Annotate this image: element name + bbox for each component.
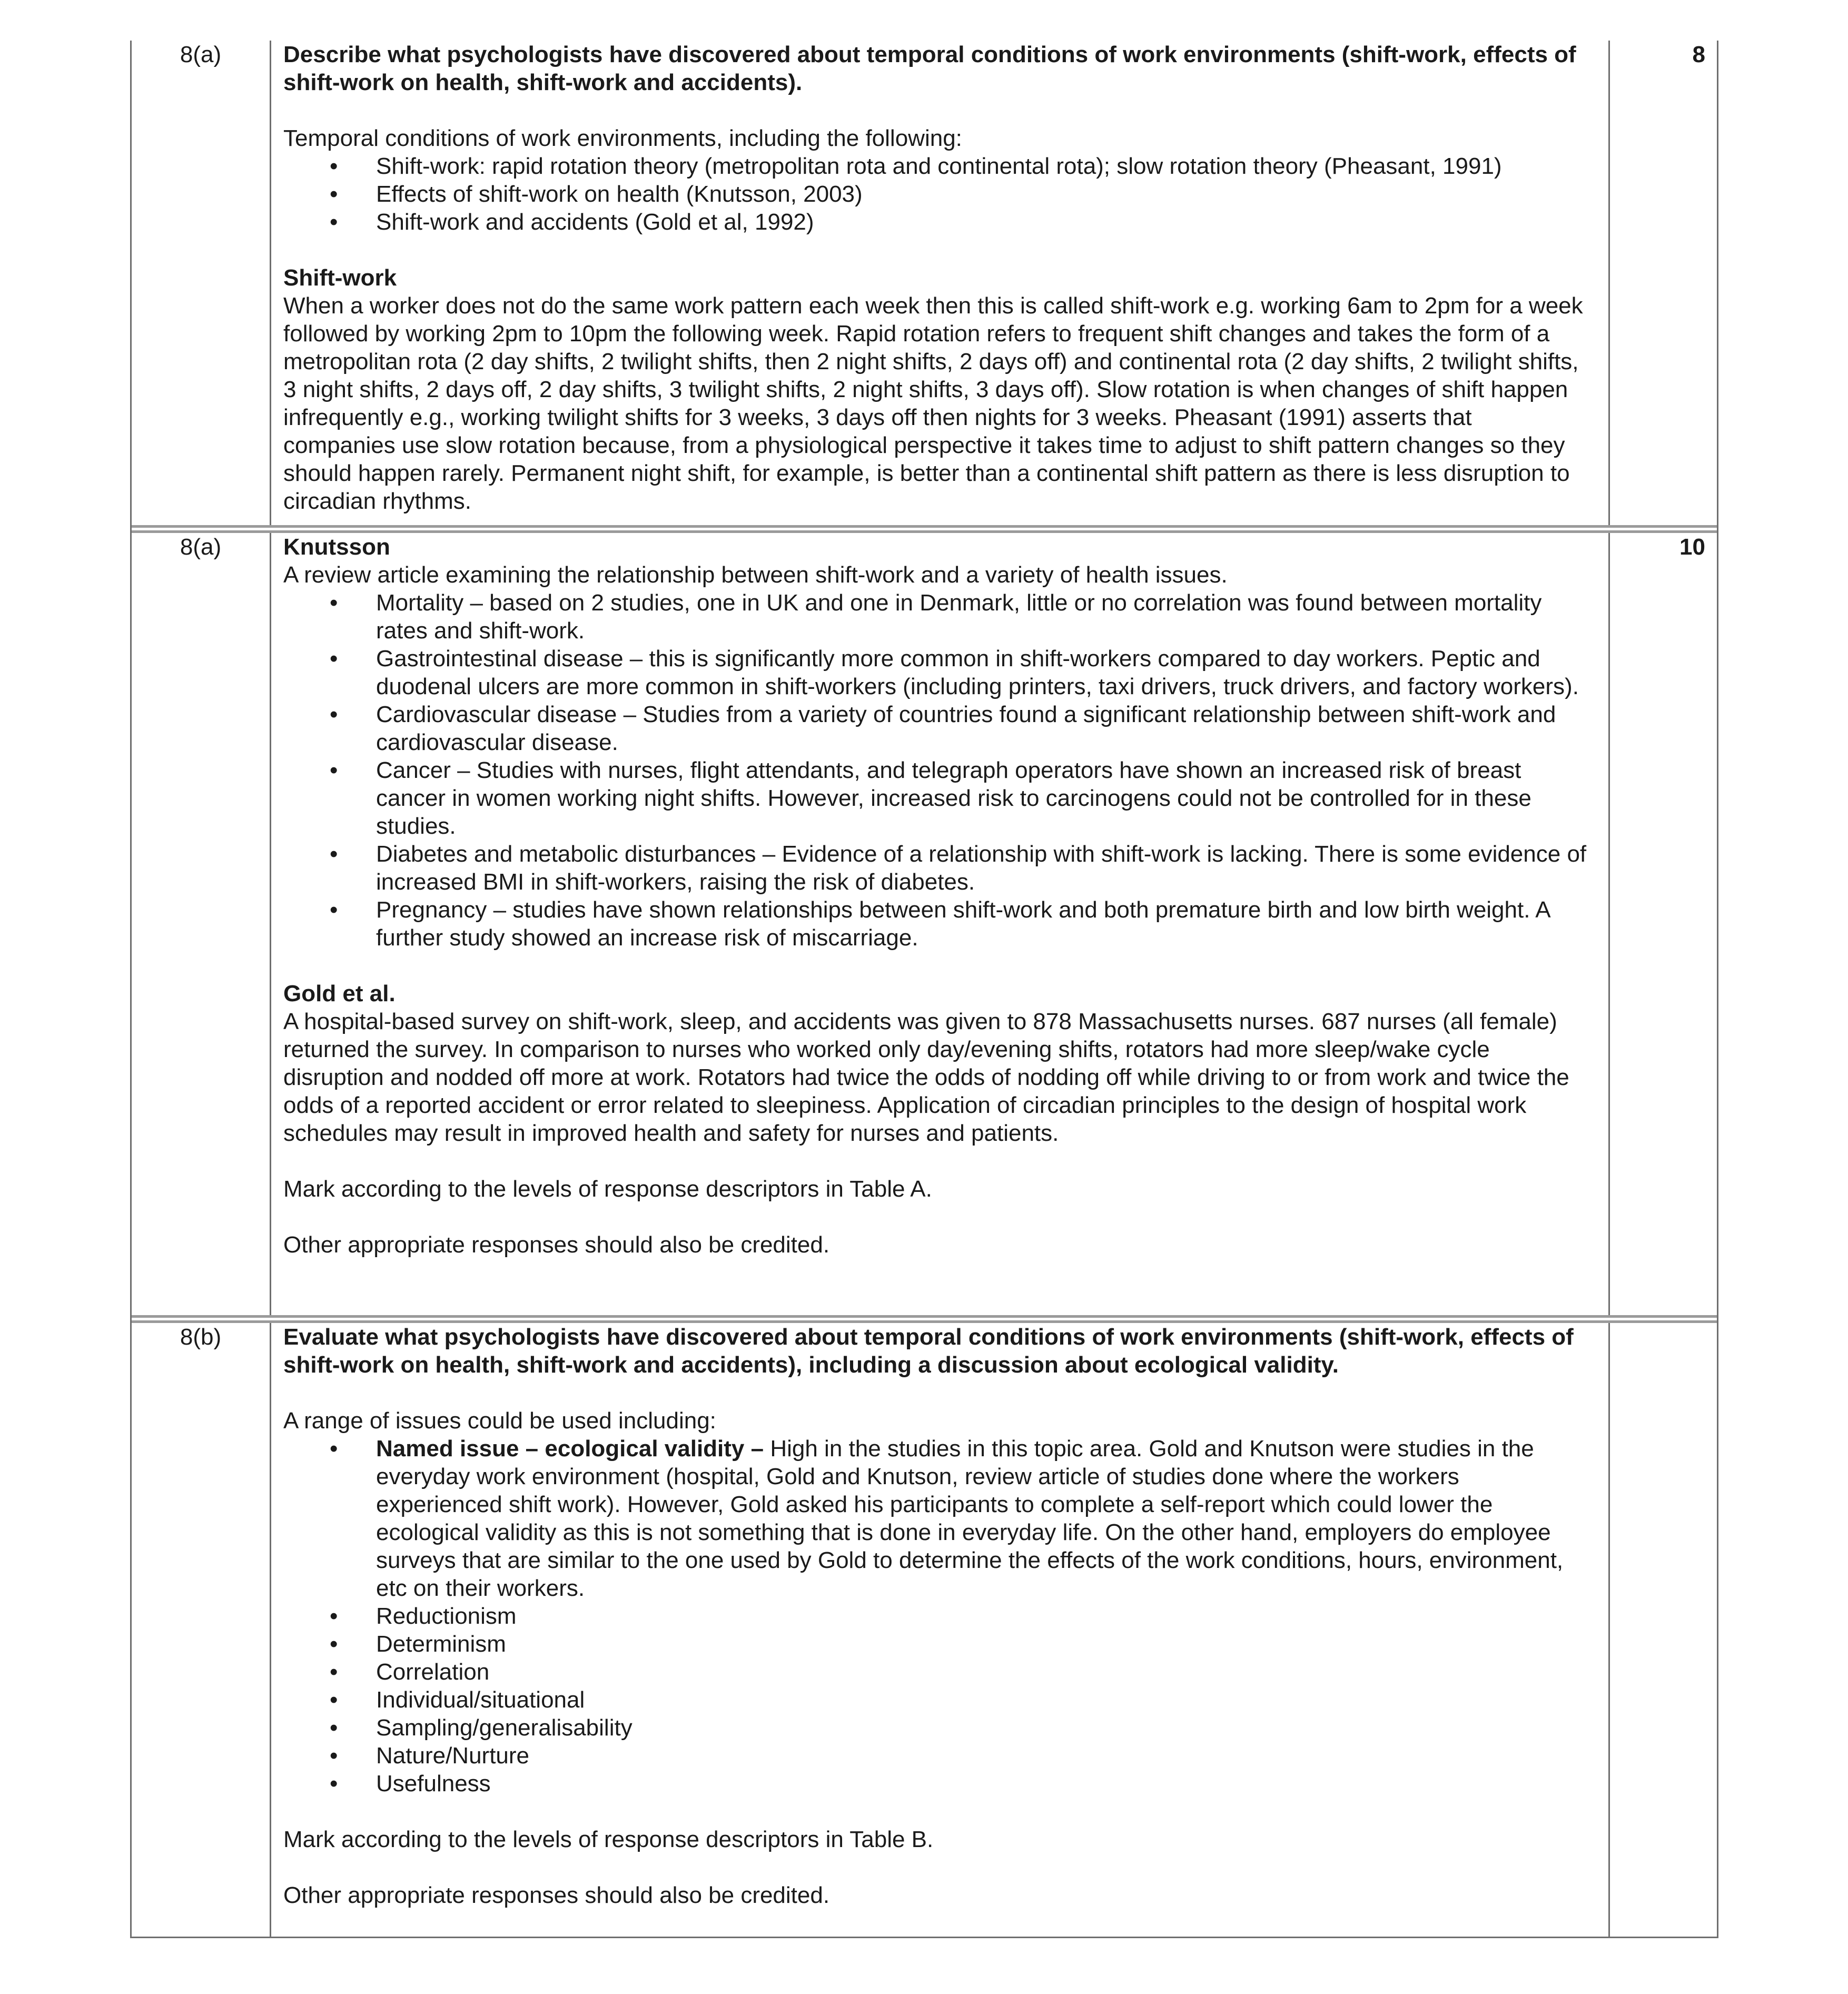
- section-title: Shift-work: [283, 265, 397, 291]
- credit-note: Other appropriate responses should also be credited.: [283, 1882, 830, 1908]
- answer-cell: [271, 41, 1608, 525]
- list-item: • Mortality – based on 2 studies, one in UK and one in Denmark, little or no correlation was found between mortality rates and shift-work.: [283, 589, 1588, 645]
- list-item: • Nature/Nurture: [283, 1742, 1588, 1770]
- list-item: • Usefulness: [283, 1770, 1588, 1798]
- list-item: • Determinism: [283, 1630, 1588, 1658]
- answer-cell: [271, 533, 1608, 1315]
- list-item: • Sampling/generalisability: [283, 1714, 1588, 1742]
- question-number: 8(b): [132, 1323, 271, 1937]
- table-row: [132, 41, 1717, 525]
- named-issue-label: Named issue – ecological validity –: [376, 1436, 764, 1462]
- answer-cell: [271, 1323, 1608, 1937]
- bullet-list: [283, 589, 1588, 952]
- list-item: • Reductionism: [283, 1602, 1588, 1630]
- list-item: • Pregnancy – studies have shown relationships between shift-work and both premature birth and low birth weight. A further study showed an increase risk of miscarriage.: [283, 896, 1588, 952]
- bullet-list: [283, 152, 1588, 236]
- mark-note: Mark according to the levels of response descriptors in Table B.: [283, 1827, 934, 1852]
- intro-text: Temporal conditions of work environments, including the following:: [283, 125, 962, 151]
- section-title: Knutsson: [283, 534, 390, 560]
- section-text: A hospital-based survey on shift-work, sleep, and accidents was given to 878 Massachusetts nurses. 687 nurses (all female) returned the survey. In comparison to nurses who worked only day/evening shifts, rotators had more sleep/wake cycle disruption and nodded off more at work. Rotators had twice the odds of nodding off while driving to or from work and twice the odds of a reported accident or error related to sleepiness. Application of circadian principles to the design of hospital work schedules may result in improved health and safety for nurses and patients.: [283, 1009, 1569, 1146]
- marks-cell: [1608, 1323, 1717, 1937]
- list-item: • Effects of shift-work on health (Knutsson, 2003): [283, 180, 1588, 208]
- section-title: Gold et al.: [283, 981, 396, 1006]
- section-text: When a worker does not do the same work pattern each week then this is called shift-work e.g. working 6am to 2pm for a week followed by working 2pm to 10pm the following week. Rapid rotation refers to frequent shift changes and takes the form of a metropolitan rota (2 day shifts, 2 twilight shifts, then 2 night shifts, 2 days off) and continental rota (2 day shifts, 2 twilight shifts, 3 night shifts, 2 days off, 2 day shifts, 3 twilight shifts, 2 night shifts, 3 days off). Slow rotation is when changes of shift happen infrequently e.g., working twilight shifts for 3 weeks, 3 days off then nights for 3 weeks. Pheasant (1991) asserts that companies use slow rotation because, from a physiological perspective it takes time to adjust to shift pattern changes so they should happen rarely. Permanent night shift, for example, is better than a continental shift pattern as there is less disruption to circadian rhythms.: [283, 293, 1583, 514]
- question-heading: Describe what psychologists have discovered about temporal conditions of work environments (shift-work, effects of shift-work on health, shift-work and accidents).: [283, 42, 1576, 95]
- list-item: • Cardiovascular disease – Studies from a variety of countries found a significant relationship between shift-work and cardiovascular disease.: [283, 700, 1588, 756]
- mark-scheme-table: [130, 41, 1718, 1938]
- credit-note: Other appropriate responses should also be credited.: [283, 1232, 830, 1258]
- section-text: A review article examining the relationship between shift-work and a variety of health issues.: [283, 562, 1228, 588]
- list-item: • Diabetes and metabolic disturbances – Evidence of a relationship with shift-work is lacking. There is some evidence of increased BMI in shift-workers, raising the risk of diabetes.: [283, 840, 1588, 896]
- list-item: • Correlation: [283, 1658, 1588, 1686]
- question-number: 8(a): [132, 41, 271, 525]
- table-row: [132, 525, 1717, 1315]
- bullet-list: [283, 1435, 1588, 1798]
- list-item: [283, 1435, 1588, 1602]
- list-item: • Individual/situational: [283, 1686, 1588, 1714]
- question-number: 8(a): [132, 533, 271, 1315]
- table-row: [132, 1315, 1717, 1938]
- marks-cell: 10: [1608, 533, 1717, 1315]
- question-heading: Evaluate what psychologists have discovered about temporal conditions of work environments (shift-work, effects of shift-work on health, shift-work and accidents), including a discussion about ecological validity.: [283, 1324, 1574, 1378]
- list-item: • Gastrointestinal disease – this is significantly more common in shift-workers compared to day workers. Peptic and duodenal ulcers are more common in shift-workers (including printers, taxi drivers, truck drivers, and factory workers).: [283, 645, 1588, 700]
- named-issue-text: High in the studies in this topic area. Gold and Knutson were studies in the everyday work environment (hospital, Gold and Knutson, review article of studies done where the workers experienced shift work). However, Gold asked his participants to complete a self-report which could lower the ecological validity as this is not something that is done in everyday life. On the other hand, employers do employee surveys that are similar to the one used by Gold to determine the effects of the work conditions, hours, environment, etc on their workers.: [376, 1436, 1564, 1601]
- list-item: • Shift-work and accidents (Gold et al, 1992): [283, 208, 1588, 236]
- mark-note: Mark according to the levels of response descriptors in Table A.: [283, 1176, 932, 1202]
- intro-text: A range of issues could be used including:: [283, 1408, 716, 1434]
- marks-cell: 8: [1608, 41, 1717, 525]
- list-item: • Cancer – Studies with nurses, flight attendants, and telegraph operators have shown an increased risk of breast cancer in women working night shifts. However, increased risk to carcinogens could not be controlled for in these studies.: [283, 756, 1588, 840]
- list-item: • Shift-work: rapid rotation theory (metropolitan rota and continental rota); slow rotation theory (Pheasant, 1991): [283, 152, 1588, 180]
